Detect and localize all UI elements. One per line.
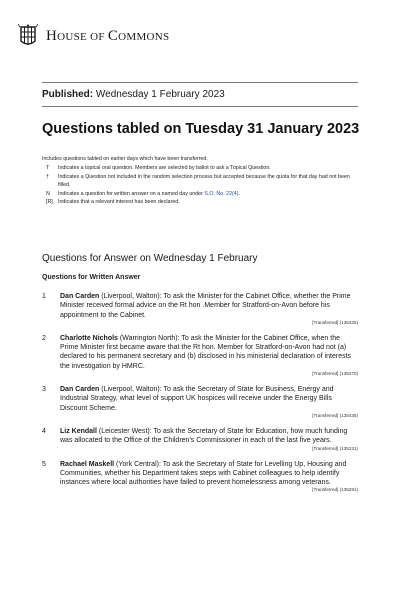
question-body: [60, 334, 358, 377]
member-name: Liz Kendall: [60, 427, 97, 435]
legend-list: [42, 164, 362, 207]
question-number: 4: [42, 427, 46, 435]
question-reference: [Transferred] (135470): [312, 371, 358, 377]
published-line: Published: Wednesday 1 February 2023: [42, 89, 225, 100]
legend-key: T: [46, 165, 50, 171]
legend-item-named-day: [42, 190, 362, 199]
question-text: To ask the Minister for the Cabinet Office, when the Prime Minister first became aware that the Rt hon. Member for Stratford-on-Avon had not (a) declared to his permanent secretary and (b) disclosed in his ministerial declaration of interests the investigation by HMRC.: [60, 334, 352, 370]
legend-text: Indicates a topical oral question. Members are selected by ballot to ask a Topical Question.: [58, 165, 271, 171]
constituency: (Warrington North):: [117, 334, 182, 342]
house-name: HOUSE OF COMMONS: [46, 27, 170, 44]
question-item: [42, 385, 358, 419]
legend-text: Indicates a question for written answer on a named day under S.O. No. 22(4).: [58, 190, 240, 197]
question-reference: [Transferred] (135435): [312, 412, 358, 418]
legend-item-quota: [42, 173, 362, 190]
question-item: [42, 427, 358, 452]
question-item: [42, 334, 358, 377]
legend-key: N: [46, 190, 50, 197]
question-body: [60, 385, 358, 419]
intro-text: Includes questions tabled on earlier days which have been transferred.: [42, 156, 208, 162]
divider-top: [42, 82, 358, 83]
question-item: [42, 460, 358, 494]
question-number: 5: [42, 460, 46, 468]
question-body: [60, 460, 358, 494]
subsection-title: Questions for Written Answer: [42, 274, 141, 281]
legend-key: [R]: [46, 199, 53, 206]
question-text: To ask the Minister for the Cabinet Office, whether the Prime Minister received formal advice on the Rt hon .Member for Stratford-on-Avon before his appointment to the Cabinet.: [60, 293, 351, 319]
question-text: To ask the Secretary of State for Levelling Up, Housing and Communities, whether his Department takes steps with Cabinet colleagues to help identify instances where local authorities have failed to prevent homelessness among veterans.: [60, 460, 347, 487]
question-body: [60, 292, 358, 326]
question-number: 1: [42, 293, 46, 300]
legend-key: †: [46, 173, 49, 180]
member-name: Charlotte Nichols: [60, 334, 118, 342]
question-item: [42, 292, 358, 326]
questions-list: [42, 292, 358, 501]
question-reference: [Transferred] (135231): [312, 445, 358, 451]
member-name: Dan Carden: [60, 293, 100, 300]
section-title: Questions for Answer on Wednesday 1 February: [42, 253, 258, 264]
legend-item-topical: [42, 164, 362, 173]
question-body: [60, 427, 358, 452]
question-text: To ask the Secretary of State for Business, Energy and Industrial Strategy, what level of support UK hospices will receive under the Energy Bills Discount Scheme.: [60, 386, 334, 412]
member-name: Rachael Maskell: [60, 460, 115, 468]
question-number: 2: [42, 334, 46, 342]
question-reference: [Transferred] (135291): [312, 487, 358, 493]
page-title: Questions tabled on Tuesday 31 January 2023: [42, 121, 360, 137]
question-number: 3: [42, 386, 46, 394]
question-reference: [Transferred] (135425): [312, 319, 358, 325]
constituency: (Liverpool, Walton):: [99, 386, 164, 394]
legend-text: Indicates a Question not included in the random selection process but accepted because the quota for that day had not been filled.: [58, 173, 350, 189]
portcullis-logo-icon: [18, 24, 38, 48]
constituency: (York Central):: [114, 460, 163, 468]
question-text: To ask the Secretary of State for Education, how much funding was allocated to the Office of the Children's Commissioner in each of the last five years.: [60, 427, 348, 445]
header: [18, 24, 169, 48]
divider-bottom: [42, 106, 358, 107]
standing-order-link[interactable]: S.O. No. 22(4): [204, 190, 239, 197]
member-name: Dan Carden: [60, 386, 100, 394]
constituency: (Leicester West):: [96, 427, 154, 435]
constituency: (Liverpool, Walton):: [99, 293, 164, 300]
legend-text: Indicates that a relevant interest has been declared.: [58, 199, 180, 206]
legend-item-interest: [42, 198, 362, 207]
